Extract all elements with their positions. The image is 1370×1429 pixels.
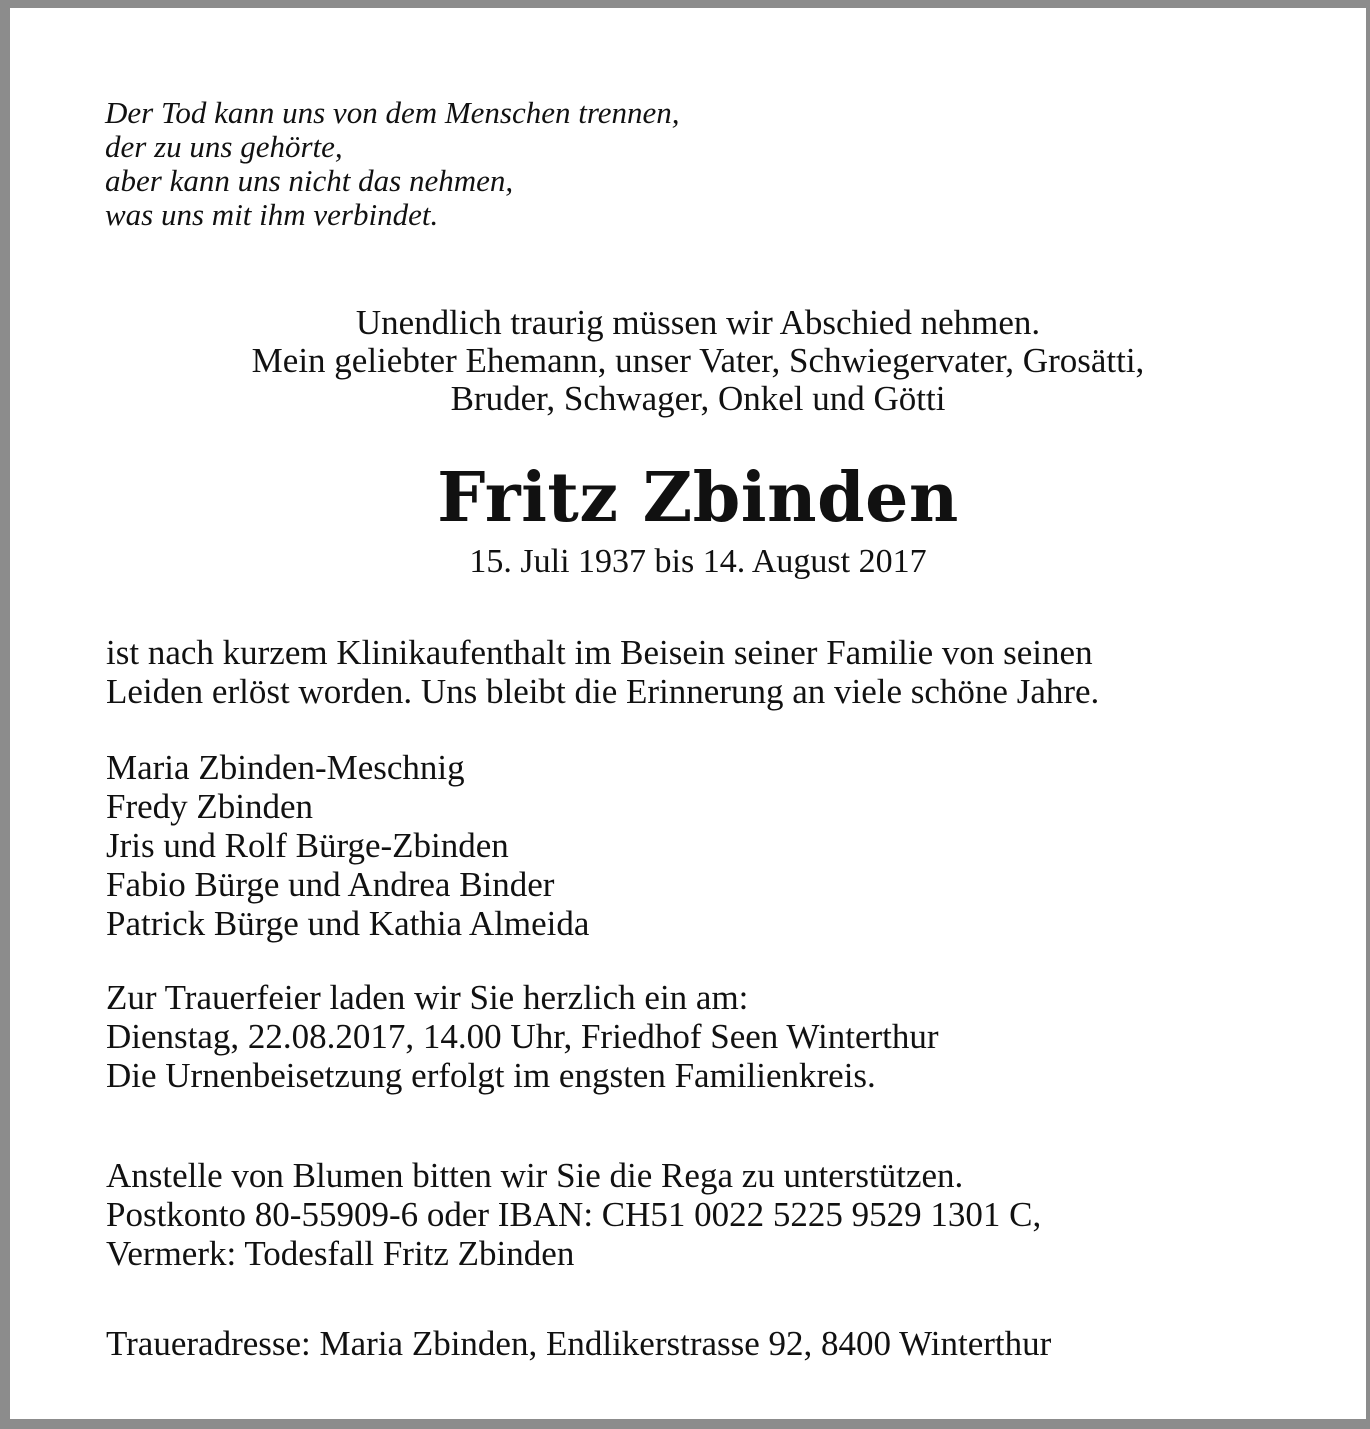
mourner-name: Fredy Zbinden [106,787,314,826]
funeral-line: Zur Trauerfeier laden wir Sie herzlich ein am: [106,978,749,1017]
donation-line: Vermerk: Todesfall Fritz Zbinden [106,1234,575,1273]
funeral-details [106,978,939,1095]
intro-line: Bruder, Schwager, Onkel und Götti [450,379,946,418]
quote-line: aber kann uns nicht das nehmen, [105,163,514,198]
intro-line: Unendlich traurig müssen wir Abschied nehmen. [355,303,1041,342]
donation-line: Postkonto 80-55909-6 oder IBAN: CH51 0022 5225 9529 1301 C, [106,1195,1042,1234]
quote-line: der zu uns gehörte, [105,129,343,164]
quote-line: was uns mit ihm verbindet. [105,197,439,232]
announcement-intro [20,304,1370,418]
quote-line: Der Tod kann uns von dem Menschen trennen, [105,95,680,130]
donation-line: Anstelle von Blumen bitten wir Sie die Rega zu unterstützen. [106,1156,964,1195]
donation-details [106,1156,1041,1273]
mourner-name: Jris und Rolf Bürge-Zbinden [106,826,509,865]
funeral-line: Die Urnenbeisetzung erfolgt im engsten Familienkreis. [106,1056,876,1095]
mourner-name: Maria Zbinden-Meschnig [106,748,465,787]
mourner-name: Patrick Bürge und Kathia Almeida [106,904,590,943]
life-dates: 15. Juli 1937 bis 14. August 2017 [469,543,927,580]
passing-message [106,633,1099,711]
deceased-name: Fritz Zbinden [437,458,959,538]
memorial-quote [105,96,680,232]
message-line: ist nach kurzem Klinikaufenthalt im Beisein seiner Familie von seinen [106,633,1093,672]
mourners-list [106,748,589,943]
intro-line: Mein geliebter Ehemann, unser Vater, Schwiegervater, Grosätti, [251,341,1145,380]
message-line: Leiden erlöst worden. Uns bleibt die Erinnerung an viele schöne Jahre. [106,672,1100,711]
mourner-name: Fabio Bürge und Andrea Binder [106,865,555,904]
funeral-line: Dienstag, 22.08.2017, 14.00 Uhr, Friedhof Seen Winterthur [106,1017,939,1056]
mourning-address: Traueradresse: Maria Zbinden, Endlikerstrasse 92, 8400 Winterthur [106,1324,1052,1363]
